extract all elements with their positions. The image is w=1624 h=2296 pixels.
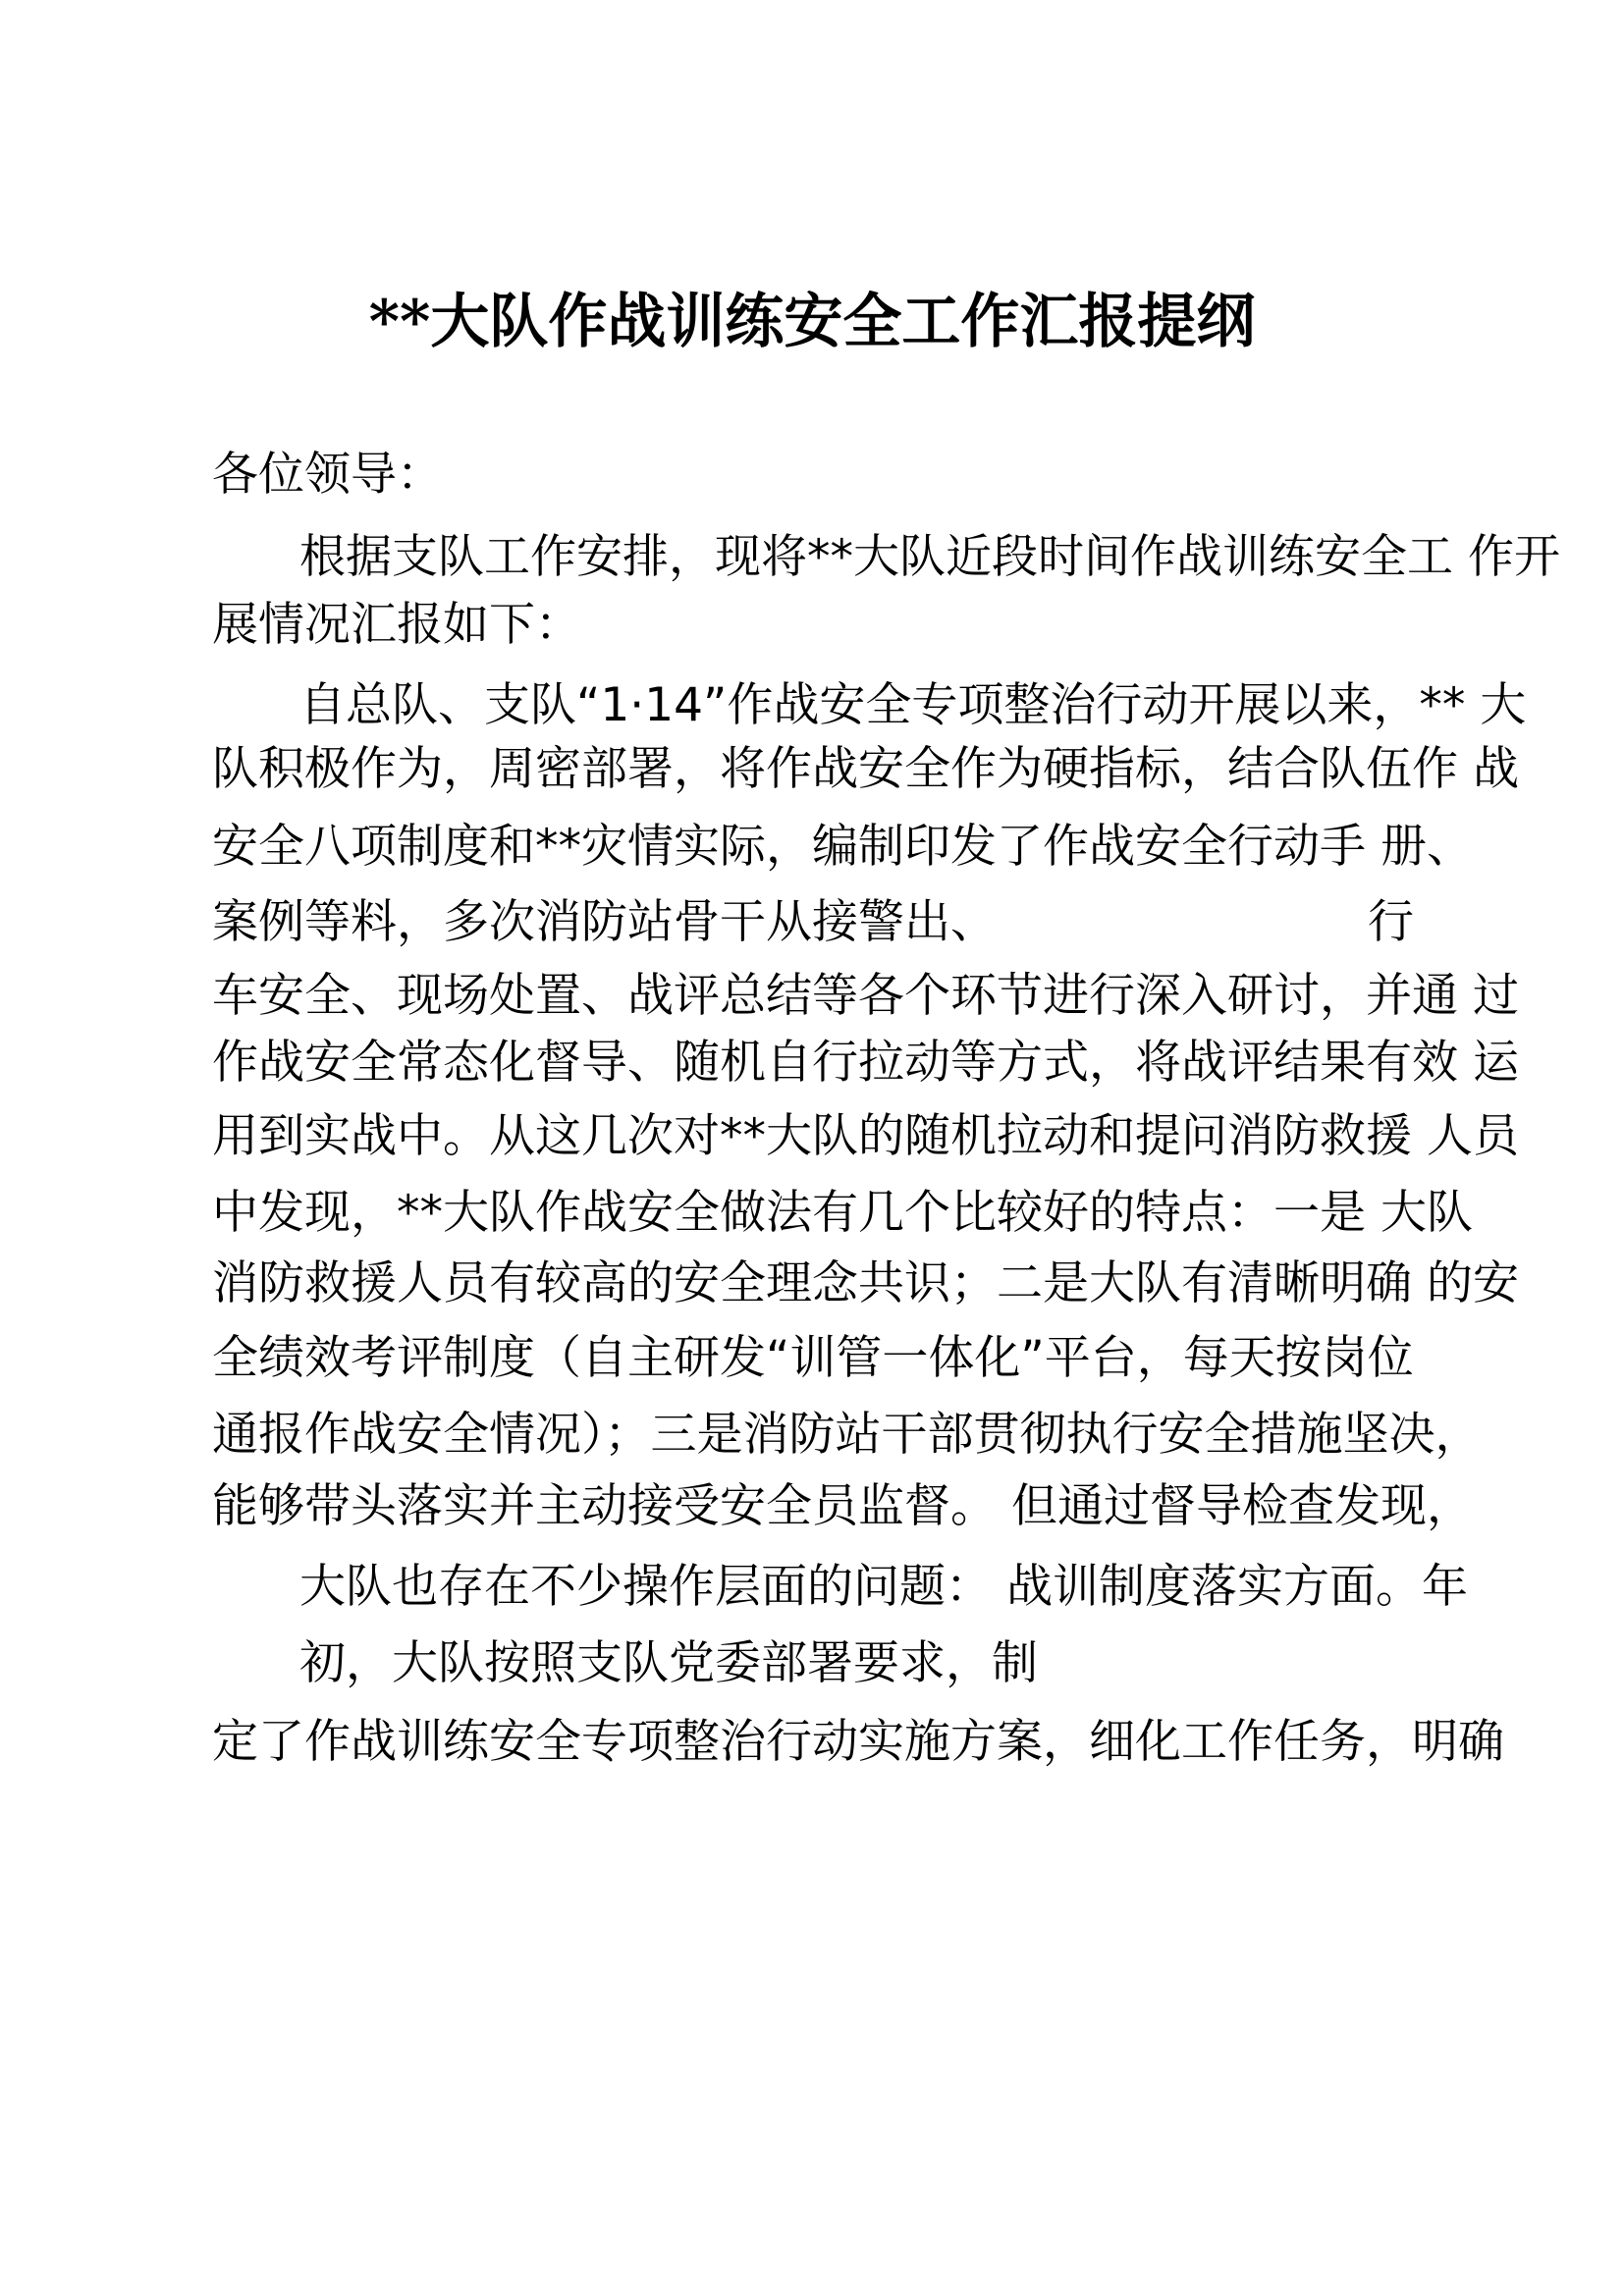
paragraph-line: 能够带头落实并主动接受安全员监督。 但通过督导检查发现，	[212, 1479, 1473, 1533]
paragraph-line: 作战安全常态化督导、随机自行拉动等方式，将战评结果有效 运	[212, 1036, 1519, 1090]
line-segment: 行	[1368, 895, 1414, 949]
document-title: **大队作战训练安全工作汇报提纲	[368, 288, 1256, 356]
paragraph-line: 用到实战中。从这几次对**大队的随机拉动和提问消防救援 人员	[212, 1109, 1519, 1163]
paragraph-line: 定了作战训练安全专项整治行动实施方案，细化工作任务，明确	[212, 1715, 1504, 1769]
paragraph-line: 安全八项制度和**灾情实际，编制印发了作战安全行动手 册、	[212, 820, 1473, 874]
paragraph-line: 根据支队工作安排，现将**大队近段时间作战训练安全工 作开	[299, 530, 1560, 584]
paragraph-line: 消防救援人员有较高的安全理念共识；二是大队有清晰明确 的安	[212, 1256, 1519, 1310]
salutation: 各位领导：	[212, 448, 443, 502]
paragraph-line	[212, 893, 1443, 952]
line-segment: 案例等料，多次消防站骨干从接警出、	[212, 895, 997, 949]
paragraph-line: 展情况汇报如下：	[212, 598, 581, 652]
paragraph-line: 自总队、支队“1·14”作战安全专项整治行动开展以来，** 大	[299, 678, 1527, 732]
paragraph-line: 全绩效考评制度（自主研发“训管一体化”平台，每天按岗位	[212, 1331, 1414, 1385]
paragraph-line: 车安全、现场处置、战评总结等各个环节进行深入研讨，并通 过	[212, 969, 1519, 1023]
paragraph-line: 队积极作为，周密部署，将作战安全作为硬指标，结合队伍作 战	[212, 742, 1519, 796]
paragraph-line: 初，大队按照支队党委部署要求，制	[299, 1636, 1038, 1690]
paragraph-line: 大队也存在不少操作层面的问题： 战训制度落实方面。年	[299, 1560, 1468, 1614]
paragraph-line: 通报作战安全情况）；三是消防站干部贯彻执行安全措施坚决，	[212, 1408, 1482, 1462]
paragraph-line: 中发现，**大队作战安全做法有几个比较好的特点：一是 大队	[212, 1186, 1473, 1240]
